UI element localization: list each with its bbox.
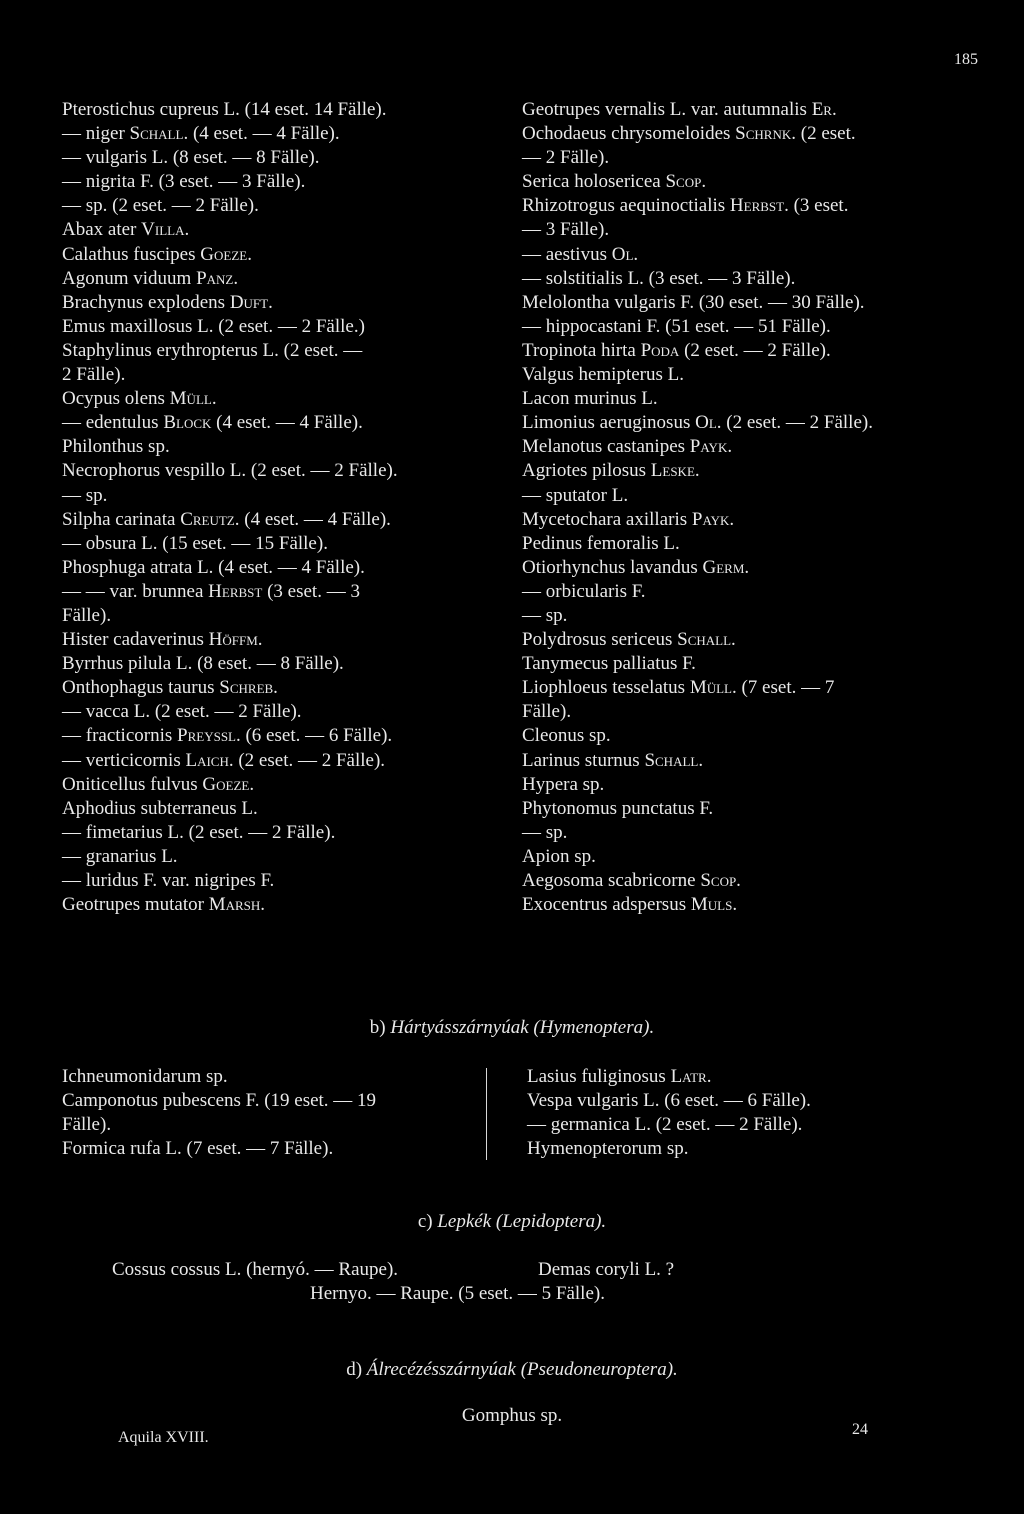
section-b-prefix: b) [369, 1017, 386, 1038]
list-item: Mycetochara axillaris Payk. [522, 508, 735, 530]
hymenoptera-right-list [527, 1065, 967, 1161]
list-item: — sputator L. [522, 484, 629, 506]
section-d-title-hu: Álrecézésszárnyúak [366, 1359, 516, 1380]
list-item: Fälle). [62, 1114, 112, 1136]
list-item: Aegosoma scabricorne Scop. [522, 870, 741, 891]
list-item: Brachynus explodens Duft. [62, 291, 273, 313]
list-item: — hippocastani F. (51 eset. — 51 Fälle). [522, 315, 831, 337]
list-item: Fälle). [522, 701, 572, 723]
lepidoptera-entry-cossus: Cossus cossus L. (hernyó. — Raupe). [112, 1259, 399, 1280]
list-item: Exocentrus adspersus Muls. [522, 894, 738, 916]
list-item: Abax ater Villa. [62, 219, 190, 241]
column-divider [486, 1068, 487, 1160]
list-item: Otiorhynchus lavandus Germ. [522, 556, 750, 578]
list-item: Hypera sp. [522, 773, 605, 795]
lepidoptera-entry-demas: Demas coryli L. ? [538, 1259, 675, 1280]
list-item: — vulgaris L. (8 eset. — 8 Fälle). [62, 147, 320, 169]
left-species-column [62, 98, 490, 917]
list-item: — obsura L. (15 eset. — 15 Fälle). [62, 532, 328, 554]
section-c-title-lat: (Lepidoptera). [495, 1211, 607, 1232]
list-item: Liophloeus tesselatus Müll. (7 eset. — 7 [522, 677, 835, 699]
hymenoptera-left-list [62, 1065, 472, 1161]
list-item: Aphodius subterraneus L. [62, 797, 258, 819]
section-d-heading [0, 1358, 1024, 1382]
list-item: — sp. [62, 484, 108, 506]
list-item: — fracticornis Preyssl. (6 eset. — 6 Fälle). [62, 725, 393, 747]
list-item: — sp. [522, 604, 568, 626]
list-item: Lasius fuliginosus Latr. [527, 1066, 712, 1087]
list-item: Formica rufa L. (7 eset. — 7 Fälle). [62, 1138, 334, 1160]
right-species-column [522, 98, 982, 917]
list-item: — granarius L. [62, 845, 178, 867]
list-item: — orbicularis F. [522, 580, 646, 602]
list-item: Silpha carinata Creutz. (4 eset. — 4 Fälle). [62, 508, 391, 530]
list-item: Polydrosus sericeus Schall. [522, 629, 736, 651]
list-item: Geotrupes vernalis L. var. autumnalis Er. [522, 99, 837, 120]
list-item: — vacca L. (2 eset. — 2 Fälle). [62, 701, 302, 723]
list-item: Cleonus sp. [522, 725, 611, 747]
lepidoptera-entry-raupe: Hernyo. — Raupe. (5 eset. — 5 Fälle). [310, 1283, 605, 1304]
list-item: Lacon murinus L. [522, 388, 658, 410]
section-c-prefix: c) [417, 1211, 433, 1232]
list-item: Necrophorus vespillo L. (2 eset. — 2 Fälle). [62, 460, 398, 482]
list-item: Tanymecus palliatus F. [522, 653, 696, 675]
list-item: Ichneumonidarum sp. [62, 1066, 228, 1087]
list-item: Fälle). [62, 604, 112, 626]
section-b-title-lat: (Hymenoptera). [533, 1017, 655, 1038]
list-item: Pedinus femoralis L. [522, 532, 680, 554]
list-item: Emus maxillosus L. (2 eset. — 2 Fälle.) [62, 315, 365, 337]
list-item: Ocypus olens Müll. [62, 388, 217, 410]
list-item: Pterostichus cupreus L. (14 eset. 14 Fälle). [62, 99, 387, 120]
list-item: Agonum viduum Panz. [62, 267, 239, 289]
list-item: Oniticellus fulvus Goeze. [62, 773, 255, 795]
signature-mark: 24 [852, 1421, 868, 1438]
list-item: Geotrupes mutator Marsh. [62, 894, 266, 916]
section-c-title-hu: Lepkék [437, 1211, 492, 1232]
list-item: — 2 Fälle). [522, 147, 610, 169]
section-c-heading [0, 1210, 1024, 1234]
list-item: Rhizotrogus aequinoctialis Herbst. (3 eset. [522, 195, 849, 217]
list-item: Onthophagus taurus Schreb. [62, 677, 278, 699]
list-item: — sp. [522, 821, 568, 843]
list-item: — 3 Fälle). [522, 219, 610, 241]
list-item: Tropinota hirta Poda (2 eset. — 2 Fälle). [522, 339, 831, 361]
list-item: — luridus F. var. nigripes F. [62, 870, 275, 891]
list-item: Agriotes pilosus Leske. [522, 460, 700, 482]
list-item: 2 Fälle). [62, 364, 126, 386]
list-item: Larinus sturnus Schall. [522, 749, 704, 771]
journal-footer: Aquila XVIII. [118, 1429, 209, 1446]
list-item: — aestivus Ol. [522, 243, 639, 265]
list-item: Phytonomus punctatus F. [522, 797, 714, 819]
list-item: — germanica L. (2 eset. — 2 Fälle). [527, 1114, 803, 1136]
list-item: — sp. (2 eset. — 2 Fälle). [62, 195, 259, 217]
section-d-prefix: d) [346, 1359, 363, 1380]
list-item: Ochodaeus chrysomeloides Schrnk. (2 eset. [522, 123, 856, 145]
list-item: — — var. brunnea Herbst (3 eset. — 3 [62, 580, 360, 602]
list-item: — solstitialis L. (3 eset. — 3 Fälle). [522, 267, 796, 289]
list-item: Valgus hemipterus L. [522, 364, 685, 386]
page-number: 185 [954, 51, 978, 68]
list-item: — nigrita F. (3 eset. — 3 Fälle). [62, 171, 306, 193]
list-item: Apion sp. [522, 845, 596, 867]
list-item: Philonthus sp. [62, 436, 170, 458]
list-item: — verticicornis Laich. (2 eset. — 2 Fälle). [62, 749, 386, 771]
list-item: Byrrhus pilula L. (8 eset. — 8 Fälle). [62, 653, 344, 675]
list-item: Camponotus pubescens F. (19 eset. — 19 [62, 1090, 377, 1112]
list-item: Phosphuga atrata L. (4 eset. — 4 Fälle). [62, 556, 365, 578]
section-b-title-hu: Hártyásszárnyúak [390, 1017, 529, 1038]
list-item: Limonius aeruginosus Ol. (2 eset. — 2 Fälle). [522, 412, 873, 434]
list-item: Staphylinus erythropterus L. (2 eset. — [62, 339, 363, 361]
pseudoneuroptera-entry: Gomphus sp. [461, 1405, 563, 1426]
list-item: Vespa vulgaris L. (6 eset. — 6 Fälle). [527, 1090, 811, 1112]
list-item: Hymenopterorum sp. [527, 1138, 689, 1160]
section-b-heading [0, 1016, 1024, 1040]
list-item: Serica holosericea Scop. [522, 171, 707, 193]
list-item: Melolontha vulgaris F. (30 eset. — 30 Fälle). [522, 291, 865, 313]
list-item: — niger Schall. (4 eset. — 4 Fälle). [62, 123, 340, 145]
list-item: Hister cadaverinus Höffm. [62, 629, 263, 651]
list-item: Melanotus castanipes Payk. [522, 436, 733, 458]
list-item: Calathus fuscipes Goeze. [62, 243, 252, 265]
list-item: — edentulus Block (4 eset. — 4 Fälle). [62, 412, 363, 434]
list-item: — fimetarius L. (2 eset. — 2 Fälle). [62, 821, 336, 843]
section-d-title-lat: (Pseudoneuroptera). [520, 1359, 678, 1380]
